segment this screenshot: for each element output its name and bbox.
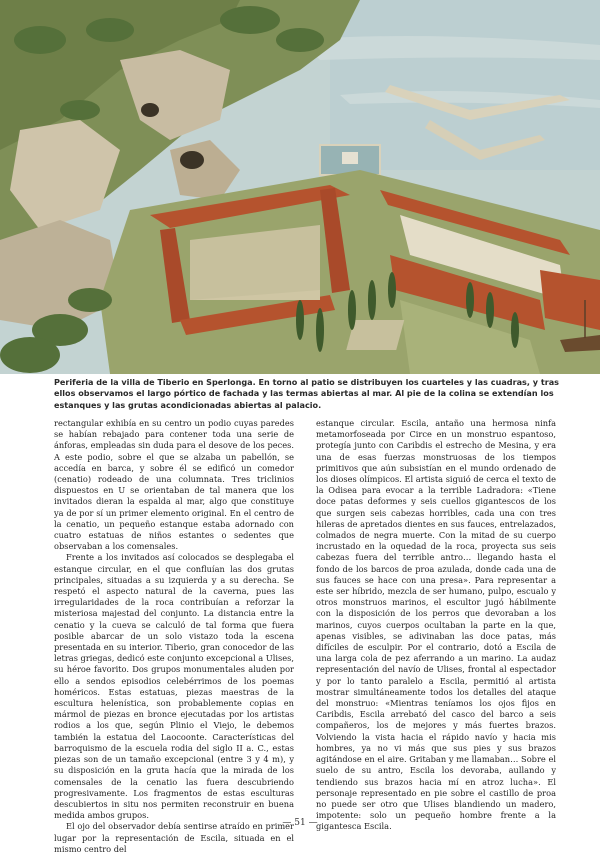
illustration-caption: Periferia de la villa de Tiberio en Sperlonga. En torno al patio se distribuyen los cuarteles y las cuadras, y tras ellos observamos el largo pórtico de fachada y las termas abiertas al mar. Al pie de la colina se extendían los estanques y las grutas acondicionadas abiertas al palacio.	[54, 377, 559, 410]
paragraph: rectangular exhibía en su centro un podio cuyas paredes se habían rebajado para contener toda una serie de ánforas, empleadas sin duda para el desove de los peces. A este podio, sobre el que se alzaba un pabellón, se accedía en barca, y sobre él se edificó un comedor (cenatio) rodeado de una columnata. Tres triclinios dispuestos en U se orientaban de tal manera que los invitados dieran la espalda al mar, algo que constituye ya de por sí un primer elemento original. En el centro de la cenatio, un pequeño estanque estaba adornado con cuatro estatuas de niños estantes o sedentes que observaban a los comensales.	[54, 418, 294, 552]
page-number: — 51 —	[282, 818, 318, 828]
paragraph: El ojo del observador debía sentirse atraído en primer lugar por la representación de Escila, situada en el mismo centro del	[54, 821, 294, 854]
paragraph: Frente a los invitados así colocados se desplegaba el estanque circular, en el que confluían las dos grutas principales, situadas a su izquierda y a su derecha. Se respetó el aspecto natural de la caverna, pues las irregularidades de la roca contribuían a reforzar la misteriosa majestad del conjunto. La distancia entre la cenatio y la cueva se calculó de tal forma que fuera posible abarcar de un solo vistazo toda la escena presentada en su interior. Tiberio, gran conocedor de las letras griegas, dedicó este conjunto excepcional a Ulises, su héroe favorito. Dos grupos monumentales aluden por ello a sendos episodios celebérrimos de los poemas homéricos. Estas estatuas, piezas maestras de la escultura helenística, son probablemente copias en mármol de piezas en bronce ejecutadas por los artistas rodios a los que, según Plinio el Viejo, le debemos también la estatua del Laocoonte. Características del barroquismo de la escuela rodia del siglo II a. C., estas piezas son de un tamaño excepcional (entre 3 y 4 m), y su disposición en la gruta hacía que la mirada de los comensales de la cenatio las fuera descubriendo progresivamente. Los fragmentos de estas esculturas descubiertos in situ nos permiten reconstruir en buena medida ambos grupos.	[54, 552, 294, 821]
villa-illustration	[0, 0, 600, 374]
left-text-column	[54, 418, 294, 855]
right-text-column	[316, 418, 556, 833]
paragraph: estanque circular. Escila, antaño una hermosa ninfa metamorfoseada por Circe en un monstruo espantoso, protegía junto con Caribdis el estrecho de Mesina, y era una de esas fuerzas monstruosas de los tiempos primitivos que aún subsistían en el mundo ordenado de los dioses olímpicos. El artista siguió de cerca el texto de la Odisea para evocar a la terrible Ladradora: «Tiene doce patas deformes y seis cuellos gigantescos de los que surgen seis cabezas horribles, cada una con tres hileras de apretados dientes en sus fauces, entrelazados, colmados de negra muerte. Con la mitad de su cuerpo incrustado en la oquedad de la roca, proyecta sus seis cabezas fuera del terrible antro… llegando hasta el fondo de los barcos de proa azulada, donde cada una de sus fauces se hace con una presa». Para representar a este ser híbrido, mezcla de ser humano, pulpo, escualo y otros monstruos marinos, el escultor jugó hábilmente con la disposición de los perros que devoraban a los marinos, cuyos cuerpos ocultaban la parte en la que, apenas visibles, se adivinaban las doce patas, más difíciles de esculpir. Por el contrario, dotó a Escila de una larga cola de pez aferrando a un marino. La audaz representación del navío de Ulises, frontal al espectador y por lo tanto paralelo a Escila, permitió al artista mostrar simultáneamente todos los detalles del ataque del monstruo: «Mientras teníamos los ojos fijos en Caribdis, Escila arrebató del casco del barco a seis compañeros, los de mejores y más fuertes brazos. Volviendo la vista hacia el rápido navío y hacia mis hombres, ya no vi más que sus pies y sus brazos agitándose en el aire. Gritaban y me llamaban… Sobre el suelo de su antro, Escila los devoraba, aullando y tendiendo sus brazos hacia mí en atroz lucha». El personaje representado en pie sobre el castillo de proa no puede ser otro que Ulises blandiendo un madero, impotente: solo un pequeño hombre frente a la gigantesca Escila.	[316, 418, 556, 832]
